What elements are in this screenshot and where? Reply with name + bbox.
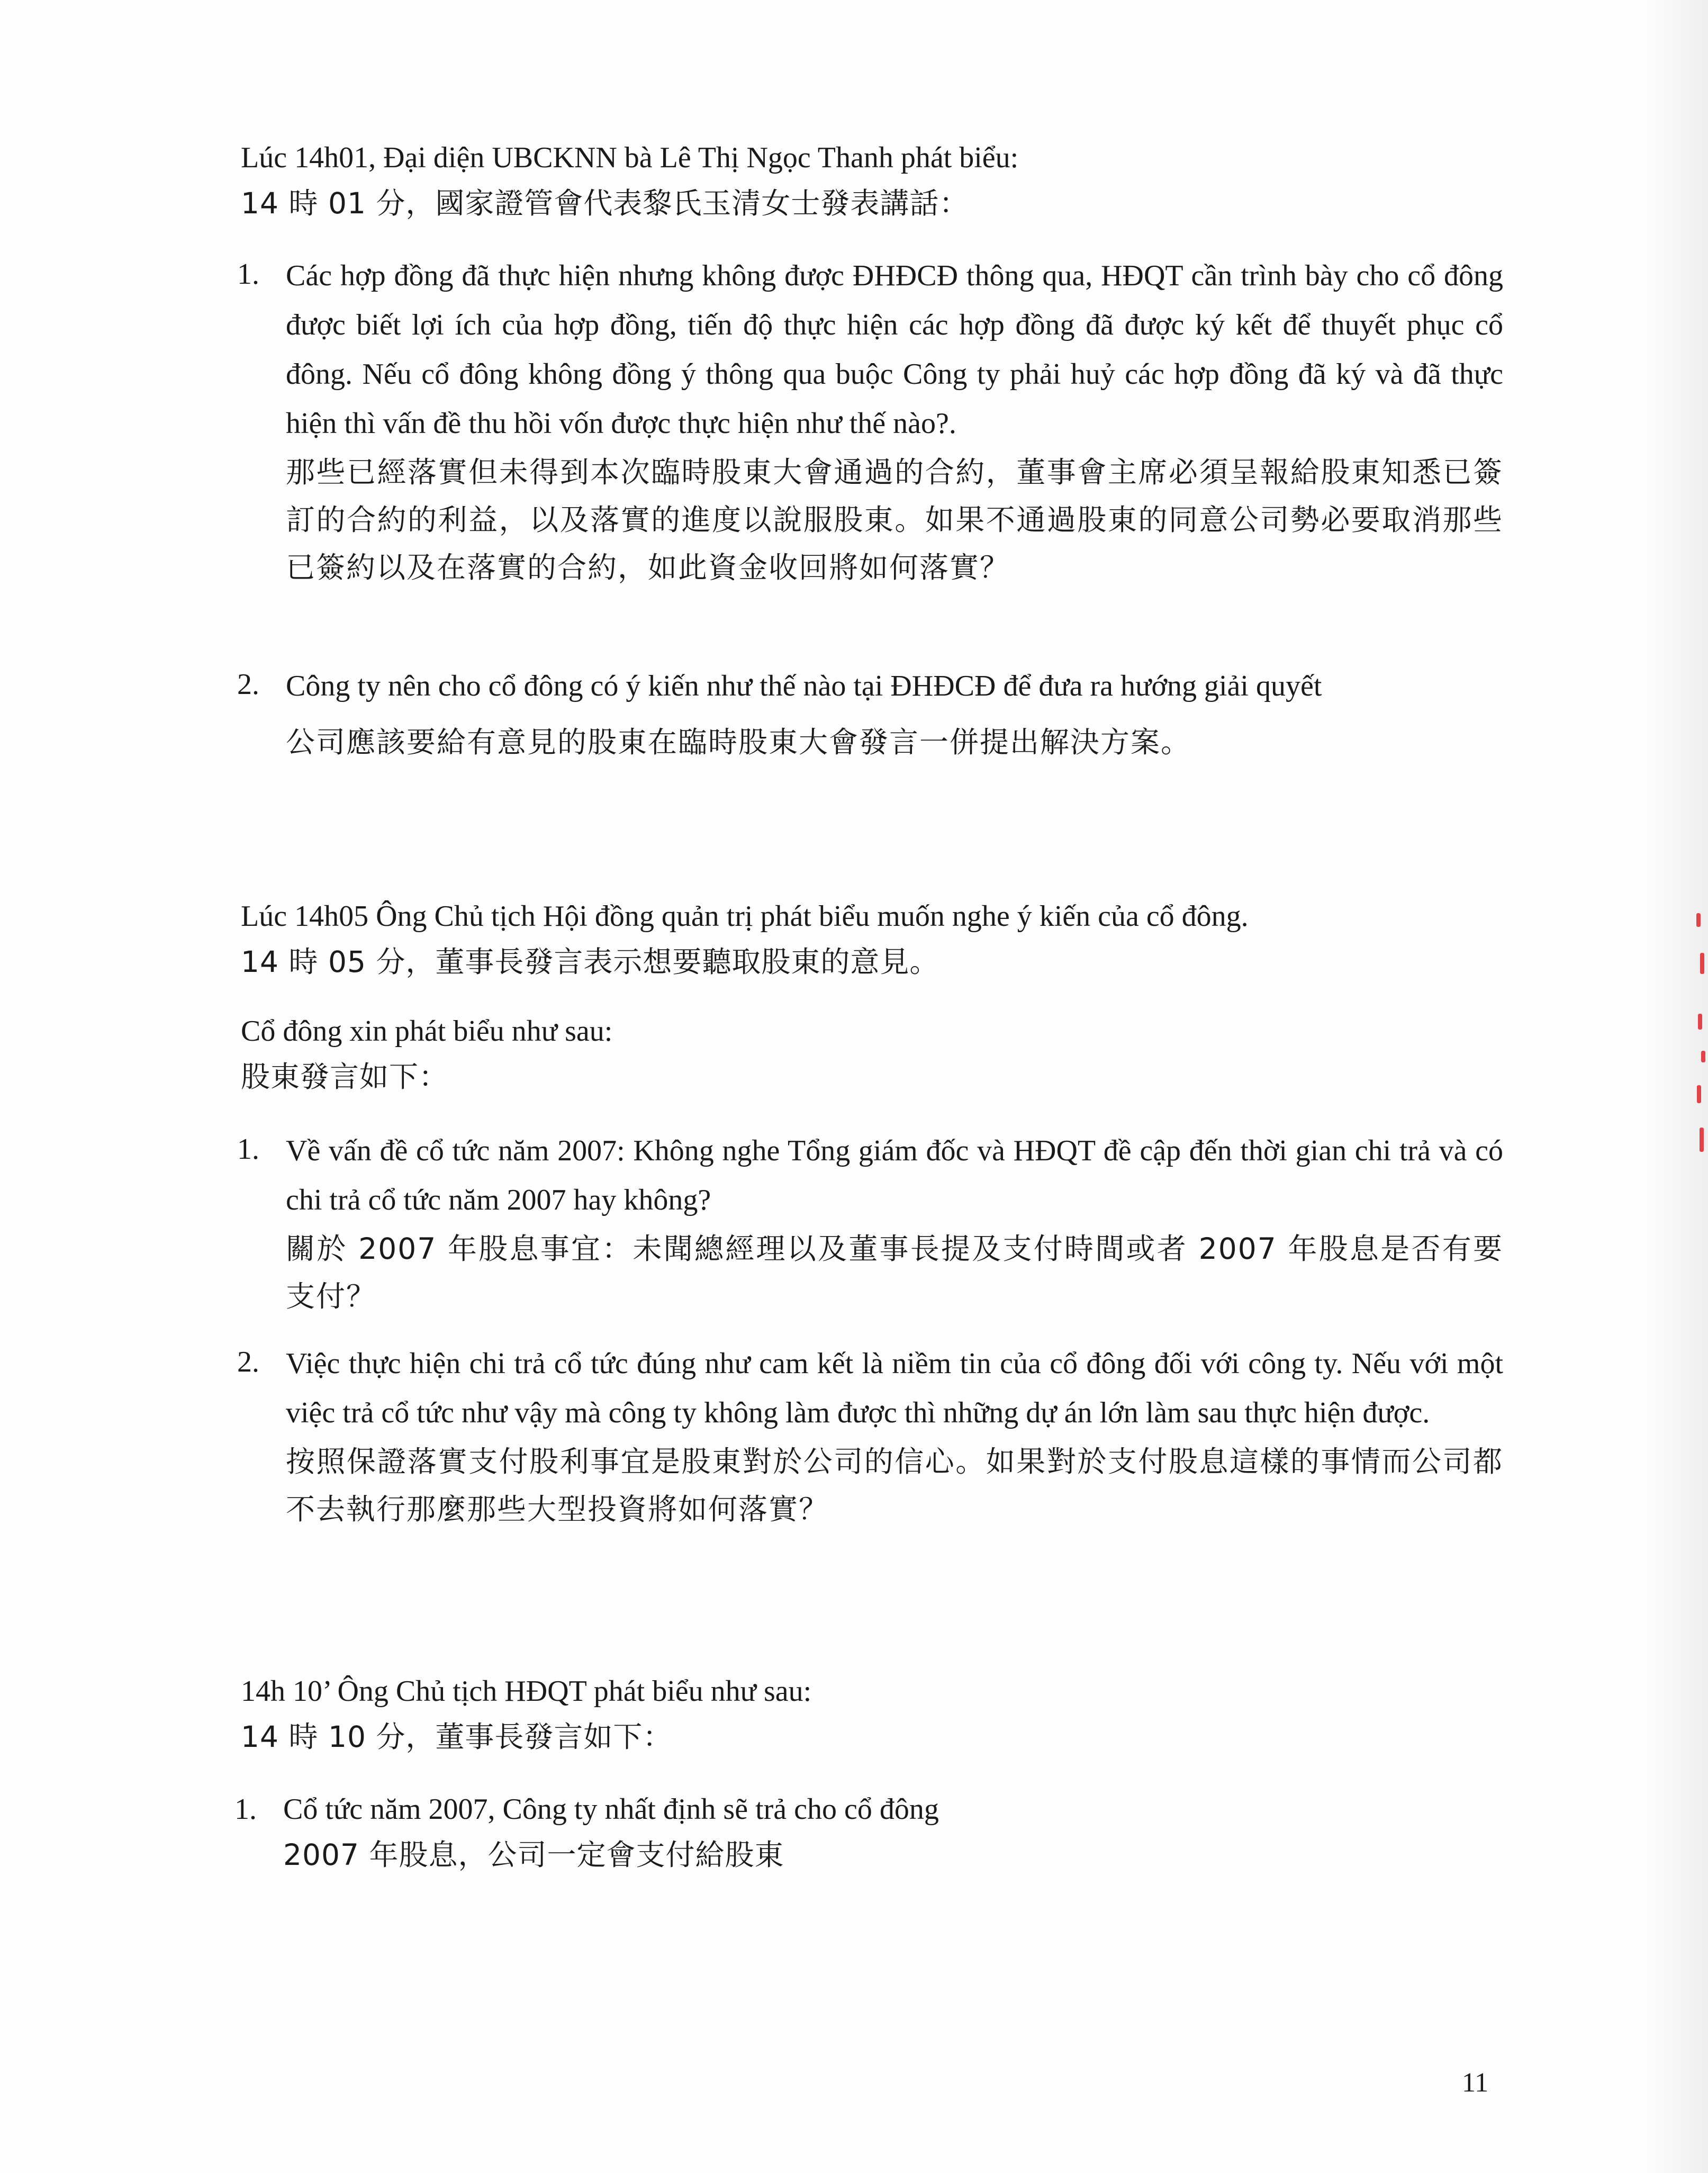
heading-vietnamese: Cổ đông xin phát biểu như sau: — [241, 1015, 613, 1048]
list-item — [237, 251, 1503, 591]
item-text-vietnamese: Về vấn đề cổ tức năm 2007: Không nghe Tổng giám đốc và HĐQT đề cập đến thời gian chi trả và có chi trả cổ tức năm 2007 hay không? — [286, 1134, 1503, 1216]
list-number: 1. — [237, 258, 259, 291]
heading-vietnamese: Lúc 14h01, Đại diện UBCKNN bà Lê Thị Ngọc Thanh phát biểu: — [241, 141, 1019, 174]
stamp-mark — [1700, 953, 1704, 974]
heading-chinese: 14 時 10 分，董事長發言如下： — [241, 1720, 673, 1754]
page-number: 11 — [1462, 2068, 1489, 2098]
section-1-heading — [241, 135, 1511, 226]
item-text-chinese: 按照保證落實支付股利事宜是股東對於公司的信心。如果對於支付股息這樣的事情而公司都不去執行那麼那些大型投資將如何落實？ — [286, 1445, 1503, 1526]
list-item — [237, 1339, 1503, 1533]
heading-chinese: 14 時 05 分，董事長發言表示想要聽取股東的意見。 — [241, 945, 939, 979]
item-text-vietnamese: Công ty nên cho cổ đông có ý kiến như thế nào tại ĐHĐCĐ để đưa ra hướng giải quyết — [286, 670, 1322, 702]
section-4-heading — [241, 1669, 1511, 1760]
stamp-mark — [1698, 1014, 1702, 1030]
item-text-chinese: 那些已經落實但未得到本次臨時股東大會通過的合約，董事會主席必須呈報給股東知悉已簽訂的合約的利益，以及落實的進度以說服股東。如果不通過股東的同意公司勢必要取消那些已簽約以及在落實的合約，如此資金收回將如何落實？ — [286, 455, 1503, 584]
heading-vietnamese: 14h 10’ Ông Chủ tịch HĐQT phát biểu như sau: — [241, 1675, 812, 1708]
heading-chinese: 股東發言如下： — [241, 1060, 449, 1094]
stamp-mark — [1697, 1085, 1701, 1103]
item-text-vietnamese: Các hợp đồng đã thực hiện nhưng không được ĐHĐCĐ thông qua, HĐQT cần trình bày cho cổ đông được biết lợi ích của hợp đồng, tiến độ thực hiện các hợp đồng đã được ký kết để thuyết phục cổ đông. Nếu cổ đông không đồng ý thông qua buộc Công ty phải huỷ các hợp đồng đã ký và đã thực hiện thì vấn đề thu hồi vốn được thực hiện như thế nào?. — [286, 259, 1503, 440]
list-number: 2. — [237, 668, 259, 701]
list-item — [237, 1126, 1504, 1320]
item-text-chinese: 關於 2007 年股息事宜：未聞總經理以及董事長提及支付時間或者 2007 年股息是否有要支付？ — [286, 1232, 1504, 1313]
stamp-mark — [1700, 1128, 1704, 1152]
heading-vietnamese: Lúc 14h05 Ông Chủ tịch Hội đồng quản trị phát biểu muốn nghe ý kiến của cổ đông. — [241, 900, 1249, 933]
stamp-mark — [1696, 913, 1701, 927]
heading-chinese: 14 時 01 分，國家證管會代表黎氏玉清女士發表講話： — [241, 186, 969, 220]
item-text-vietnamese: Cổ tức năm 2007, Công ty nhất định sẽ trả cho cổ đông — [283, 1793, 939, 1826]
item-text-vietnamese: Việc thực hiện chi trả cổ tức đúng như cam kết là niềm tin của cổ đông đối với công ty. Nếu với một việc trả cổ tức như vậy mà công ty không làm được thì những dự án lớn làm sau thực hiện được. — [286, 1347, 1503, 1429]
list-number: 1. — [234, 1793, 257, 1826]
list-number: 1. — [237, 1133, 259, 1166]
item-text-chinese: 2007 年股息，公司一定會支付給股東 — [283, 1838, 784, 1872]
stamp-mark — [1701, 1051, 1705, 1062]
item-text-chinese: 公司應該要給有意見的股東在臨時股東大會發言一併提出解決方案。 — [286, 725, 1191, 759]
section-3-heading — [241, 1008, 1511, 1099]
list-item — [237, 662, 1503, 766]
list-item — [234, 1787, 1501, 1878]
list-number: 2. — [237, 1346, 259, 1378]
section-2-heading — [241, 894, 1511, 985]
